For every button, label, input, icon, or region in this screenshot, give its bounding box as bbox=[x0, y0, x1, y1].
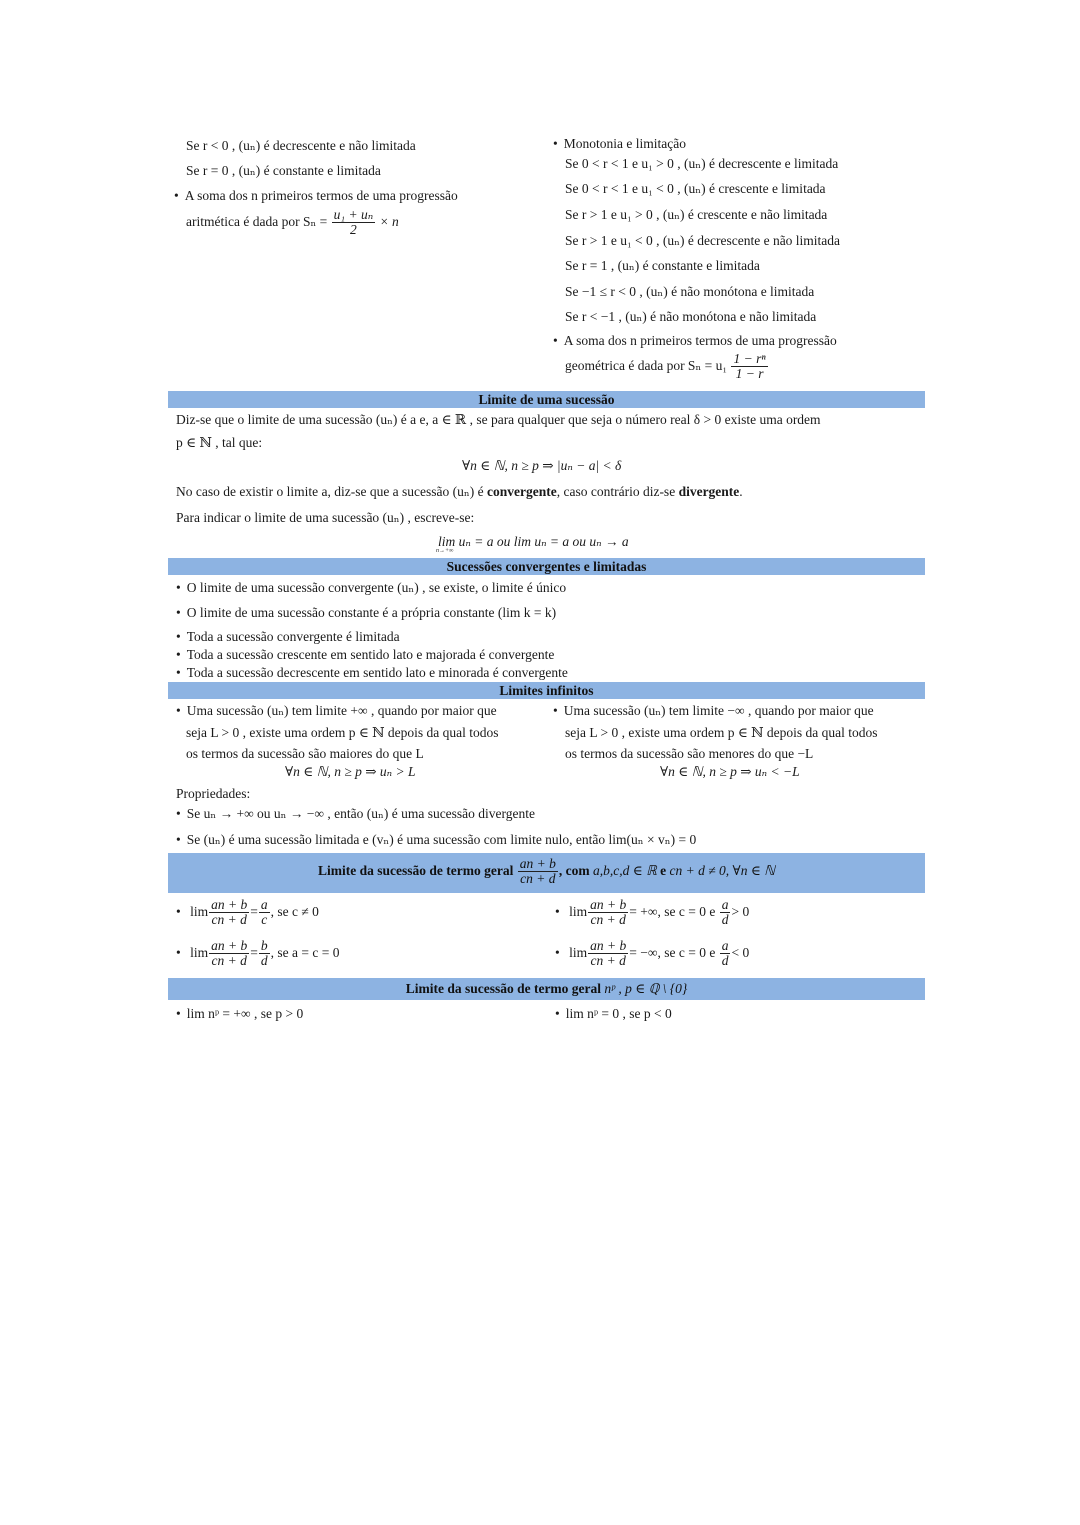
fraction bbox=[332, 208, 376, 237]
lim-label: lim bbox=[190, 903, 209, 919]
inf-right-formula: ∀n ∈ ℕ, n ≥ p ⇒ uₙ < −L bbox=[660, 764, 800, 779]
potencia-title-math: nᵖ , p ∈ ℚ \ {0} bbox=[604, 981, 688, 996]
racional-com: , com bbox=[558, 862, 590, 878]
conv-pre: No caso de existir o limite a, diz-se que a sucessão (uₙ) é bbox=[176, 484, 487, 499]
fraction bbox=[518, 857, 558, 886]
conv-item-text: Toda a sucessão decrescente em sentido lato e minorada é convergente bbox=[186, 665, 568, 680]
section-header-infinitos: Limites infinitos bbox=[168, 682, 925, 699]
inf-left-formula: ∀n ∈ ℕ, n ≥ p ⇒ uₙ > L bbox=[285, 764, 416, 779]
limit-notation: lim uₙ = a ou lim uₙ = a ou uₙ → a bbox=[438, 534, 629, 549]
numerator: an + b bbox=[211, 938, 248, 953]
fraction bbox=[209, 939, 249, 968]
potencia-title-text: Limite da sucessão de termo geral bbox=[405, 981, 602, 996]
conv-item-text: Toda a sucessão convergente é limitada bbox=[186, 629, 400, 644]
racional-item-1: • lim $\frac{an + b}{cn + d}$ = $\frac{b}{d}$ , se a = c = 0 bbox=[176, 939, 339, 968]
section-header-limite: Limite de uma sucessão bbox=[168, 391, 925, 408]
denominator: d bbox=[721, 953, 729, 969]
conv-item-1 bbox=[176, 605, 556, 621]
inf-left-1 bbox=[176, 703, 497, 719]
fraction bbox=[588, 898, 628, 927]
geo-sum-bullet bbox=[553, 333, 837, 349]
condition-post: > 0 bbox=[731, 903, 750, 919]
section-header-potencia bbox=[168, 978, 925, 1000]
geo-line-1: Se 0 < r < 1 e u₁ < 0 , (uₙ) é crescente e limitada bbox=[565, 181, 826, 196]
arith-line-2: Se r = 0 , (uₙ) é constante e limitada bbox=[186, 163, 381, 178]
inf-left-2: seja L > 0 , existe uma ordem p ∈ ℕ depois da qual todos bbox=[186, 725, 499, 740]
fraction bbox=[209, 898, 249, 927]
formula-prefix: geométrica é dada por Sₙ = u₁ bbox=[565, 357, 728, 373]
racional-title-text: Limite da sucessão de termo geral bbox=[318, 862, 514, 878]
potencia-item-1 bbox=[555, 1006, 672, 1022]
racional-item-3 bbox=[555, 939, 749, 968]
convergente-statement bbox=[176, 484, 743, 500]
monotonia-heading bbox=[553, 136, 686, 152]
convergente-bold: convergente bbox=[487, 484, 557, 499]
numerator: an + b bbox=[519, 856, 556, 871]
geo-line-3: Se r > 1 e u₁ < 0 , (uₙ) é decrescente e não limitada bbox=[565, 233, 841, 248]
numerator: an + b bbox=[590, 897, 627, 912]
racional-e: e bbox=[660, 862, 667, 878]
prop-item-1 bbox=[176, 832, 696, 848]
conv-end: . bbox=[739, 484, 743, 499]
notation-intro: Para indicar o limite de uma sucessão (uₙ) , escreve-se: bbox=[176, 510, 475, 525]
denominator: 2 bbox=[350, 222, 357, 238]
racional-cond: a,b,c,d ∈ ℝ bbox=[592, 862, 657, 878]
inf-right-2: seja L > 0 , existe uma ordem p ∈ ℕ depois da qual todos bbox=[565, 725, 878, 740]
numerator: an + b bbox=[590, 938, 627, 953]
geo-line-2: Se r > 1 e u₁ > 0 , (uₙ) é crescente e não limitada bbox=[565, 207, 828, 222]
divergente-bold: divergente bbox=[678, 484, 740, 499]
denominator: cn + d bbox=[590, 912, 626, 928]
fraction bbox=[720, 939, 731, 968]
fraction bbox=[588, 939, 628, 968]
result: = +∞ bbox=[629, 903, 658, 919]
conv-item-text: O limite de uma sucessão convergente (uₙ) , se existe, o limite é único bbox=[186, 580, 567, 595]
numerator: a bbox=[260, 897, 268, 912]
potencia-item-0 bbox=[176, 1006, 303, 1022]
numerator: 1 − rⁿ bbox=[733, 351, 766, 366]
condition: , se c = 0 e bbox=[657, 944, 716, 960]
fraction bbox=[259, 939, 270, 968]
geo-sum-text: A soma dos n primeiros termos de uma progressão bbox=[563, 333, 837, 348]
lim-label: lim bbox=[569, 903, 588, 919]
inf-left-3: os termos da sucessão são maiores do que L bbox=[186, 746, 424, 761]
potencia-text: lim nᵖ = +∞ , se p > 0 bbox=[186, 1006, 304, 1021]
section-header-racional bbox=[168, 853, 925, 893]
denominator: d bbox=[721, 912, 729, 928]
conv-item-text: O limite de uma sucessão constante é a própria constante (lim k = k) bbox=[186, 605, 557, 620]
fraction bbox=[259, 898, 270, 927]
denominator: cn + d bbox=[520, 871, 556, 887]
geo-line-5: Se −1 ≤ r < 0 , (uₙ) é não monótona e limitada bbox=[565, 284, 815, 299]
limit-subscript: n→+∞ bbox=[436, 548, 454, 554]
arith-line-1: Se r < 0 , (uₙ) é decrescente e não limitada bbox=[186, 138, 416, 153]
monotonia-text: Monotonia e limitação bbox=[563, 136, 686, 151]
condition-post: < 0 bbox=[731, 944, 750, 960]
numerator: u₁ + uₙ bbox=[333, 207, 374, 222]
prop-item-0 bbox=[176, 806, 535, 822]
denominator: c bbox=[261, 912, 268, 928]
section-header-convergentes: Sucessões convergentes e limitadas bbox=[168, 558, 925, 575]
inf-right-text: Uma sucessão (uₙ) tem limite −∞ , quando por maior que bbox=[563, 703, 874, 718]
geo-line-4: Se r = 1 , (uₙ) é constante e limitada bbox=[565, 258, 760, 273]
formula-suffix: × n bbox=[379, 213, 399, 229]
condition: , se c = 0 e bbox=[657, 903, 716, 919]
conv-item-text: Toda a sucessão crescente em sentido lato e majorada é convergente bbox=[186, 647, 555, 662]
conv-mid: , caso contrário diz-se bbox=[556, 484, 679, 499]
potencia-text: lim nᵖ = 0 , se p < 0 bbox=[565, 1006, 672, 1021]
numerator: b bbox=[260, 938, 268, 953]
inf-left-text: Uma sucessão (uₙ) tem limite +∞ , quando por maior que bbox=[186, 703, 497, 718]
lim-label: lim bbox=[569, 944, 588, 960]
limite-definition-2: p ∈ ℕ , tal que: bbox=[176, 435, 263, 450]
prop-text: Se uₙ → +∞ ou uₙ → −∞ , então (uₙ) é uma sucessão divergente bbox=[186, 806, 536, 821]
arith-sum-bullet bbox=[174, 188, 458, 204]
arith-sum-formula bbox=[186, 208, 399, 237]
geo-line-0: Se 0 < r < 1 e u₁ > 0 , (uₙ) é decrescente e limitada bbox=[565, 156, 839, 171]
racional-item-0: • lim $\frac{an + b}{cn + d}$ = $\frac{a}{c}$ , se c ≠ 0 bbox=[176, 898, 319, 927]
conv-item-4 bbox=[176, 665, 568, 681]
result: = −∞ bbox=[629, 944, 658, 960]
inf-right-1 bbox=[553, 703, 874, 719]
racional-item-2 bbox=[555, 898, 749, 927]
geo-line-6: Se r < −1 , (uₙ) é não monótona e não limitada bbox=[565, 309, 817, 324]
conv-item-3 bbox=[176, 647, 554, 663]
conv-item-2 bbox=[176, 629, 400, 645]
limite-definition-1: Diz-se que o limite de uma sucessão (uₙ) é a e, a ∈ ℝ , se para qualquer que seja o número real δ > 0 existe uma ordem bbox=[176, 412, 821, 427]
denominator: cn + d bbox=[211, 912, 247, 928]
numerator: a bbox=[721, 938, 729, 953]
numerator: a bbox=[721, 897, 729, 912]
denominator: cn + d bbox=[590, 953, 626, 969]
lim-label: lim bbox=[190, 944, 209, 960]
denominator: d bbox=[260, 953, 268, 969]
inf-right-3: os termos da sucessão são menores do que −L bbox=[565, 746, 814, 761]
geo-sum-formula bbox=[565, 352, 769, 381]
racional-cond2: cn + d ≠ 0, ∀n ∈ ℕ bbox=[669, 862, 775, 878]
condition: , se a = c = 0 bbox=[270, 944, 340, 960]
denominator: cn + d bbox=[211, 953, 247, 969]
condition: , se c ≠ 0 bbox=[270, 903, 319, 919]
fraction bbox=[731, 352, 767, 381]
limite-definition-formula: ∀n ∈ ℕ, n ≥ p ⇒ |uₙ − a| < δ bbox=[462, 458, 622, 473]
denominator: 1 − r bbox=[735, 366, 764, 382]
fraction bbox=[720, 898, 731, 927]
conv-item-0 bbox=[176, 580, 566, 596]
props-label: Propriedades: bbox=[176, 786, 251, 801]
arith-sum-text: A soma dos n primeiros termos de uma progressão bbox=[184, 188, 458, 203]
numerator: an + b bbox=[211, 897, 248, 912]
formula-prefix: aritmética é dada por Sₙ = bbox=[186, 213, 328, 229]
prop-text: Se (uₙ) é uma sucessão limitada e (vₙ) é uma sucessão com limite nulo, então lim(uₙ × vₙ) = 0 bbox=[186, 832, 697, 847]
